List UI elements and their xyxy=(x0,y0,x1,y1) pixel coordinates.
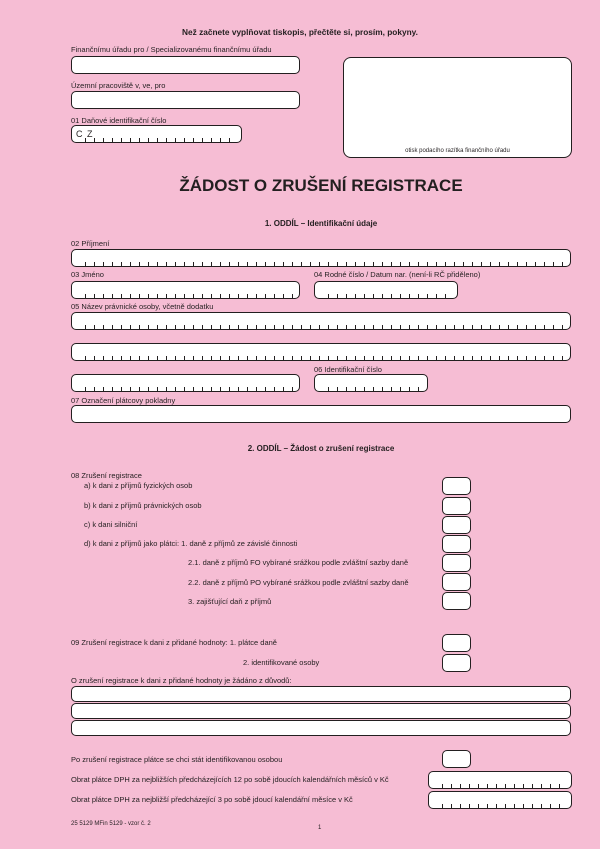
workplace-field[interactable] xyxy=(71,91,300,109)
turnover12-label: Obrat plátce DPH za nejbližších předcházejících 12 po sobě jdoucích kalendářních měsíců v Kč xyxy=(71,775,389,784)
office-field[interactable] xyxy=(71,56,300,74)
reasons-field-3[interactable] xyxy=(71,720,571,736)
turnover3-label: Obrat plátce DPH za nejbližší předcházející 3 po sobě jdoucí kalendářní měsíce v Kč xyxy=(71,795,353,804)
workplace-label: Územní pracoviště v, ve, pro xyxy=(71,81,166,90)
reasons-field-2[interactable] xyxy=(71,703,571,719)
surname-label: 02 Příjmení xyxy=(71,239,110,248)
office-label: Finančnímu úřadu pro / Specializovanému finančnímu úřadu xyxy=(71,45,272,54)
turnover3-field[interactable] xyxy=(428,791,572,809)
item-b-checkbox[interactable] xyxy=(442,497,471,515)
item-c-checkbox[interactable] xyxy=(442,516,471,534)
legal-name-label: 05 Název právnické osoby, včetně dodatku xyxy=(71,302,214,311)
legal-name-field-1[interactable] xyxy=(71,312,571,330)
item-d3-label: 3. zajišťující daň z příjmů xyxy=(188,597,272,606)
tax-id-field[interactable] xyxy=(71,125,242,143)
form-code: 25 5129 MFin 5129 - vzor č. 2 xyxy=(71,821,151,827)
turnover12-field[interactable] xyxy=(428,771,572,789)
name-field[interactable] xyxy=(71,281,300,299)
birth-number-label: 04 Rodné číslo / Datum nar. (není-li RČ přiděleno) xyxy=(314,270,481,279)
vat-identified-label: 2. identifikované osoby xyxy=(243,658,320,667)
id-number-field[interactable] xyxy=(314,374,428,392)
identified-person-checkbox[interactable] xyxy=(442,750,471,768)
item-a-checkbox[interactable] xyxy=(442,477,471,495)
legal-name-field-3[interactable] xyxy=(71,374,300,392)
vat-payer-checkbox[interactable] xyxy=(442,634,471,652)
cash-register-label: 07 Označení plátcovy pokladny xyxy=(71,396,176,405)
item-c-label: c) k dani silniční xyxy=(84,520,138,529)
item-d22-label: 2.2. daně z příjmů PO vybírané srážkou podle zvláštní sazby daně xyxy=(188,578,409,587)
item-d3-checkbox[interactable] xyxy=(442,592,471,610)
section1-heading: 1. ODDÍL – Identifikační údaje xyxy=(264,219,378,228)
item-d-checkbox[interactable] xyxy=(442,535,471,553)
item-d22-checkbox[interactable] xyxy=(442,573,471,591)
item-d21-checkbox[interactable] xyxy=(442,554,471,572)
item-b-label: b) k dani z příjmů právnických osob xyxy=(84,501,202,510)
reasons-label: O zrušení registrace k dani z přidané hodnoty je žádáno z důvodů: xyxy=(71,676,292,685)
tax-id-prefix: C Z xyxy=(76,129,93,139)
page-number: 1 xyxy=(318,825,322,831)
form-title: ŽÁDOST O ZRUŠENÍ REGISTRACE xyxy=(179,176,463,195)
cancellation-label: 08 Zrušení registrace xyxy=(71,471,142,480)
cash-register-field[interactable] xyxy=(71,405,571,423)
vat-identified-checkbox[interactable] xyxy=(442,654,471,672)
identified-person-label: Po zrušení registrace plátce se chci stát identifikovanou osobou xyxy=(71,755,283,764)
reasons-field-1[interactable] xyxy=(71,686,571,702)
name-label: 03 Jméno xyxy=(71,270,104,279)
birth-number-field[interactable] xyxy=(314,281,458,299)
vat-label: 09 Zrušení registrace k dani z přidané hodnoty: 1. plátce daně xyxy=(71,638,277,647)
item-d21-label: 2.1. daně z příjmů FO vybírané srážkou podle zvláštní sazby daně xyxy=(188,558,409,567)
top-notice: Než začnete vyplňovat tiskopis, přečtěte si, prosím, pokyny. xyxy=(182,27,418,37)
section2-heading: 2. ODDÍL – Žádost o zrušení registrace xyxy=(247,444,395,453)
legal-name-field-2[interactable] xyxy=(71,343,571,361)
stamp-label: otisk podacího razítka finančního úřadu xyxy=(405,148,510,154)
item-d-label: d) k dani z příjmů jako plátci: 1. daně z příjmů ze závislé činnosti xyxy=(84,539,298,548)
tax-id-label: 01 Daňové identifikační číslo xyxy=(71,116,167,125)
id-number-label: 06 Identifikační číslo xyxy=(314,365,382,374)
surname-field[interactable] xyxy=(71,249,571,267)
item-a-label: a) k dani z příjmů fyzických osob xyxy=(84,481,193,490)
stamp-box xyxy=(343,57,572,158)
